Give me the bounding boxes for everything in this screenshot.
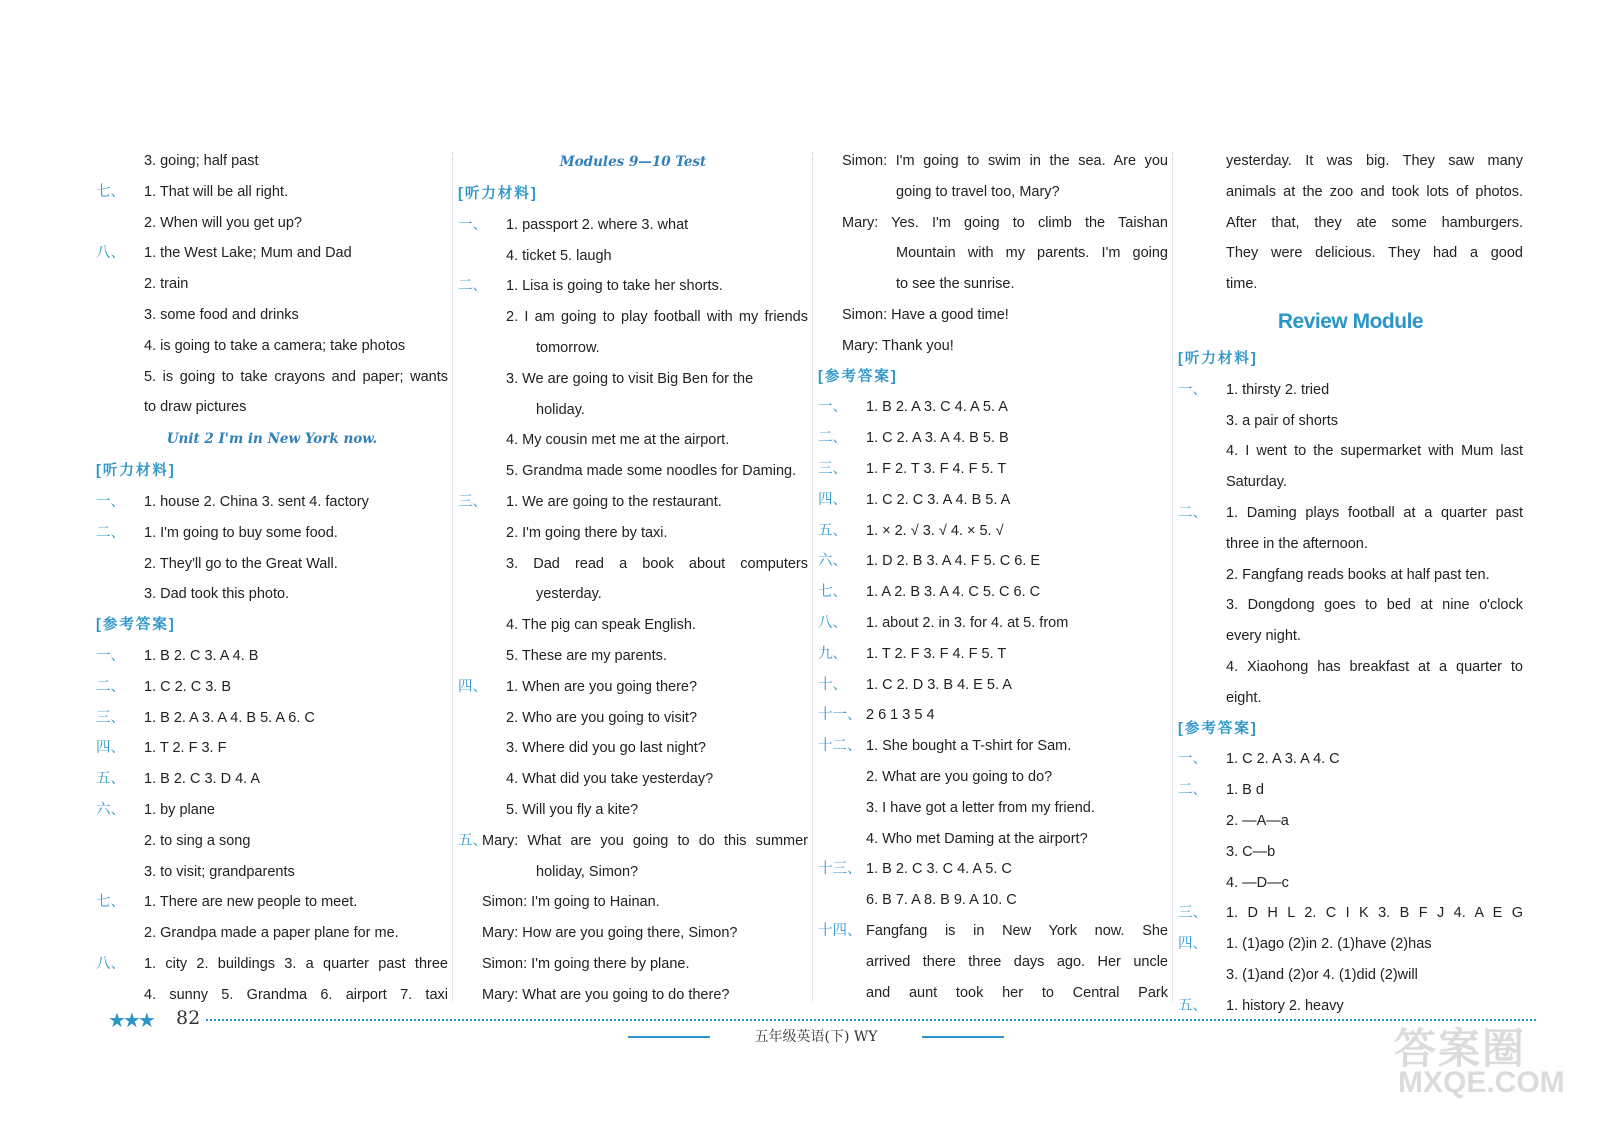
line-text: 3. C—b [1226,843,1276,860]
answer-line [818,700,1168,731]
answer-line [458,579,808,610]
line-text: arrived there three days ago. Her uncle [866,953,1168,970]
answer-line [818,854,1168,885]
line-text: 1. F 2. T 3. F 4. F 5. T [866,460,1007,477]
question-number: 十一、 [818,707,862,724]
line-text: Mountain with my parents. I'm going [896,245,1168,262]
question-number: 三、 [458,493,487,510]
answer-line [818,731,1168,762]
question-number: 一、 [96,493,125,510]
line-text: 1. D H L 2. C I K 3. B F J 4. A E G [1226,905,1523,922]
answer-line [458,764,808,795]
answer-line [458,641,808,672]
question-number: 十二、 [818,738,862,755]
answer-line [96,518,448,549]
line-text: 4. is going to take a camera; take photos [144,337,406,354]
line-text: 1. by plane [144,801,215,818]
answer-line [96,703,448,734]
column-divider [812,152,813,1002]
line-text: 1. × 2. √ 3. √ 4. × 5. √ [866,522,1004,539]
question-number: 五、 [818,522,847,539]
section-label [96,610,448,641]
line-text: 1. B 2. C 3. C 4. A 5. C [866,861,1012,878]
answer-line [1178,208,1523,239]
answer-line [1178,560,1523,591]
answer-line [1178,960,1523,991]
line-text: Mary: How are you going there, Simon? [482,925,738,942]
line-text: 2 6 1 3 5 4 [866,707,935,724]
answer-line [1178,837,1523,868]
line-text: 1. B 2. C 3. A 4. B [144,647,259,664]
answer-column-1 [96,146,448,1011]
answer-line [818,269,1168,300]
answer-column-4 [1178,146,1523,1022]
answer-line [818,577,1168,608]
question-number: 五、 [1178,997,1207,1014]
answer-line [1178,929,1523,960]
line-text: 2. When will you get up? [144,214,302,231]
line-text: every night. [1226,628,1301,645]
line-text: 1. about 2. in 3. for 4. at 5. from [866,614,1069,631]
answer-line [818,793,1168,824]
section-label [1178,714,1523,745]
line-text: 2. They'll go to the Great Wall. [144,555,338,572]
line-text: [参考答案] [1178,720,1258,737]
answer-line [458,425,808,456]
line-text: 2. to sing a song [144,832,251,849]
answer-line [96,733,448,764]
answer-line [96,887,448,918]
line-text: 2. Grandpa made a paper plane for me. [144,925,399,942]
answer-line [458,918,808,949]
answer-line [1178,529,1523,560]
line-text: 2. —A—a [1226,812,1289,829]
line-text: They were delicious. They had a good [1226,245,1523,262]
line-text: 1. thirsty 2. tried [1226,381,1330,398]
answer-line [96,362,448,393]
line-text: holiday, Simon? [536,863,639,880]
section-heading [96,423,448,456]
line-text: 1. passport 2. where 3. what [506,216,689,233]
question-number: 一、 [1178,751,1207,768]
answer-line [818,824,1168,855]
line-text: 5. Grandma made some noodles for Daming. [506,463,797,480]
answer-line [458,795,808,826]
column-divider [452,152,453,1002]
line-text: 1. Lisa is going to take her shorts. [506,278,723,295]
line-text: 4. My cousin met me at the airport. [506,432,730,449]
line-text: 1. C 2. C 3. B [144,678,232,695]
book-title: 五年级英语(下) WY [754,1029,878,1045]
question-number: 八、 [96,955,125,972]
answer-line [1178,498,1523,529]
question-number: 七、 [818,584,847,601]
answer-line [458,857,808,888]
answer-line [818,546,1168,577]
answer-line [1178,621,1523,652]
question-number: 三、 [1178,905,1207,922]
line-text: 1. We are going to the restaurant. [506,493,722,510]
line-text: 5. Will you fly a kite? [506,801,639,818]
line-text: 4. —D—c [1226,874,1289,891]
question-number: 七、 [96,183,125,200]
question-number: 四、 [458,678,487,695]
page-footer [0,1004,1600,1044]
line-text: 3. Dad read a book about computers [506,555,808,572]
answer-line [96,392,448,423]
answer-line [458,395,808,426]
line-text: Simon: I'm going to Hainan. [482,894,660,911]
line-text: [参考答案] [96,617,176,634]
star-rating-icon: ★★★ [108,1010,153,1032]
question-number: 五、 [96,771,125,788]
line-text: 2. Fangfang reads books at half past ten. [1226,566,1490,583]
answer-line [818,516,1168,547]
answer-line [818,300,1168,331]
line-text: Mary: What are you going to do there? [482,986,730,1003]
line-text: 4. The pig can speak English. [506,617,696,634]
line-text: 4. What did you take yesterday? [506,771,714,788]
line-text: 6. B 7. A 8. B 9. A 10. C [866,892,1017,909]
answer-line [96,177,448,208]
footer-dotted-rule [206,1019,1536,1021]
line-text: to draw pictures [144,399,247,416]
line-text: 1. B d [1226,782,1264,799]
answer-line [1178,898,1523,929]
answer-line [96,672,448,703]
answer-line [1178,775,1523,806]
answer-line [96,331,448,362]
column-divider [1172,152,1173,1002]
question-number: 一、 [1178,381,1207,398]
answer-line [458,271,808,302]
answer-line [458,887,808,918]
line-text: holiday. [536,401,585,418]
question-number: 二、 [458,278,487,295]
line-text: 1. T 2. F 3. F [144,740,227,757]
answer-line [458,518,808,549]
answer-line [818,947,1168,978]
line-text: 1. C 2. C 3. A 4. B 5. A [866,491,1011,508]
question-number: 十三、 [818,861,862,878]
page-number: 82 [176,1007,201,1029]
section-label [1178,344,1523,375]
answer-line [458,302,808,333]
answer-column-3 [818,146,1168,1008]
line-text: tomorrow. [536,339,600,356]
line-text: 5. These are my parents. [506,647,667,664]
line-text: Mary: What are you going to do this summer [482,832,808,849]
answer-line [1178,652,1523,683]
answer-line [1178,269,1523,300]
question-number: 八、 [96,245,125,262]
answer-line [458,703,808,734]
line-text: 3. (1)and (2)or 4. (1)did (2)will [1226,966,1418,983]
answer-line [1178,406,1523,437]
answer-line [458,333,808,364]
answer-line [818,916,1168,947]
line-text: Unit 2 I'm in New York now. [166,431,378,448]
answer-line [458,364,808,395]
question-number: 一、 [96,647,125,664]
answer-line [96,487,448,518]
line-text: 3. We are going to visit Big Ben for the [506,370,754,387]
question-number: 一、 [818,399,847,416]
line-text: 2. train [144,276,189,293]
line-text: [听力材料] [1178,350,1258,367]
answer-line [1178,436,1523,467]
line-text: 1. B 2. A 3. A 4. B 5. A 6. C [144,709,315,726]
answer-line [818,639,1168,670]
answer-line [458,826,808,857]
answer-line [1178,744,1523,775]
watermark-text-cn: 答案圈 [1394,1025,1527,1072]
line-text: 4. Who met Daming at the airport? [866,830,1088,847]
question-number: 二、 [96,678,125,695]
answer-line [96,826,448,857]
line-text: Simon: I'm going there by plane. [482,955,690,972]
answer-line [818,331,1168,362]
line-text: Saturday. [1226,474,1287,491]
line-text: 1. house 2. China 3. sent 4. factory [144,493,369,510]
answer-line [96,641,448,672]
line-text: 3. going; half past [144,153,259,169]
line-text: 1. Daming plays football at a quarter past [1226,504,1523,521]
answer-line [458,949,808,980]
line-text: 1. T 2. F 3. F 4. F 5. T [866,645,1007,662]
line-text: 1. C 2. A 3. A 4. B 5. B [866,430,1009,447]
question-number: 六、 [818,553,847,570]
line-text: 3. a pair of shorts [1226,412,1339,429]
line-text: 1. I'm going to buy some food. [144,524,338,541]
question-number: 十四、 [818,922,862,939]
question-number: 三、 [818,460,847,477]
line-text: [听力材料] [458,186,538,202]
line-text: Simon: I'm going to swim in the sea. Are you [842,153,1168,169]
line-text: 1. history 2. heavy [1226,997,1344,1014]
answer-line [818,208,1168,239]
line-text: After that, they ate some hamburgers. [1226,214,1523,231]
answer-line [1178,467,1523,498]
footer-rule-right [922,1036,1004,1038]
line-text: 2. I am going to play football with my friends [506,309,808,326]
answer-line [1178,146,1523,177]
answer-line [1178,375,1523,406]
line-text: 1. There are new people to meet. [144,894,358,911]
answer-line [96,764,448,795]
answer-line [818,392,1168,423]
line-text: Modules 9—10 Test [559,154,707,170]
answer-line [96,549,448,580]
line-text: Review Module [1277,309,1424,333]
answer-line [458,549,808,580]
line-text: Mary: Thank you! [842,337,954,354]
line-text: to see the sunrise. [896,276,1015,293]
line-text: [听力材料] [96,463,176,480]
answer-line [458,487,808,518]
question-number: 二、 [818,430,847,447]
line-text: going to travel too, Mary? [896,183,1060,200]
answer-line [96,579,448,610]
watermark-text-en: MXQE.COM [1398,1066,1565,1099]
line-text: yesterday. [536,586,602,603]
answer-line [1178,177,1523,208]
question-number: 六、 [96,801,125,818]
line-text: 1. B 2. C 3. D 4. A [144,771,261,788]
line-text: [参考答案] [818,368,898,385]
line-text: Simon: Have a good time! [842,306,1009,323]
answer-line [458,456,808,487]
line-text: 5. is going to take crayons and paper; wants [144,368,448,385]
line-text: 1. city 2. buildings 3. a quarter past three [144,955,448,972]
question-number: 四、 [1178,936,1207,953]
line-text: 1. C 2. D 3. B 4. E 5. A [866,676,1012,693]
answer-line [458,610,808,641]
line-text: yesterday. It was big. They saw many [1226,153,1523,169]
line-text: 4. ticket 5. laugh [506,247,612,264]
line-text: 4. I went to the supermarket with Mum last [1226,443,1523,460]
line-text: 1. D 2. B 3. A 4. F 5. C 6. E [866,553,1041,570]
line-text: three in the afternoon. [1226,535,1368,552]
answer-line [1178,683,1523,714]
answer-line [96,146,448,177]
line-text: 2. Who are you going to visit? [506,709,698,726]
line-text: 3. Where did you go last night? [506,740,706,757]
answer-line [818,762,1168,793]
answer-line [458,241,808,272]
line-text: 1. A 2. B 3. A 4. C 5. C 6. C [866,584,1041,601]
answer-line [1178,868,1523,899]
section-label [458,179,808,210]
question-number: 二、 [1178,504,1207,521]
answer-line [96,795,448,826]
answer-line [1178,590,1523,621]
answer-line [96,238,448,269]
section-label [818,362,1168,393]
footer-rule-left [628,1036,710,1038]
line-text: 1. That will be all right. [144,183,288,200]
answer-line [96,269,448,300]
watermark-logo [1394,1016,1564,1106]
line-text: 1. B 2. A 3. C 4. A 5. A [866,399,1008,416]
answer-line [96,300,448,331]
question-number: 二、 [96,524,125,541]
answer-line [818,423,1168,454]
line-text: animals at the zoo and took lots of photos. [1226,183,1523,200]
line-text: 2. I'm going there by taxi. [506,524,668,541]
answer-line [458,210,808,241]
section-label [96,456,448,487]
answer-line [458,733,808,764]
question-number: 九、 [818,645,847,662]
question-number: 五、 [458,832,487,849]
answer-line [818,177,1168,208]
answer-line [96,857,448,888]
answer-line [458,672,808,703]
line-text: 3. some food and drinks [144,306,299,323]
answer-line [818,670,1168,701]
question-number: 七、 [96,894,125,911]
line-text: 3. I have got a letter from my friend. [866,799,1095,816]
section-heading [458,146,808,179]
line-text: Mary: Yes. I'm going to climb the Taishan [842,214,1168,231]
line-text: 3. to visit; grandparents [144,863,295,880]
question-number: 八、 [818,614,847,631]
line-text: 1. C 2. A 3. A 4. C [1226,751,1340,768]
answer-line [1178,806,1523,837]
question-number: 四、 [96,740,125,757]
answer-line [818,608,1168,639]
answer-line [1178,238,1523,269]
answer-line [818,146,1168,177]
answer-column-2 [458,146,808,1011]
line-text: and aunt took her to Central Park [866,984,1168,1001]
line-text: 4. sunny 5. Grandma 6. airport 7. taxi [144,986,448,1003]
answer-line [818,238,1168,269]
line-text: 3. Dongdong goes to bed at nine o'clock [1226,597,1523,614]
line-text: 3. Dad took this photo. [144,586,290,603]
line-text: 2. What are you going to do? [866,768,1053,785]
answer-line [96,208,448,239]
question-number: 四、 [818,491,847,508]
line-text: 1. She bought a T-shirt for Sam. [866,738,1072,755]
line-text: Fangfang is in New York now. She [866,922,1168,939]
module-heading [1178,300,1523,344]
line-text: 1. When are you going there? [506,678,698,695]
line-text: eight. [1226,689,1262,706]
answer-line [818,485,1168,516]
question-number: 三、 [96,709,125,726]
question-number: 二、 [1178,782,1207,799]
answer-line [818,454,1168,485]
question-number: 十、 [818,676,847,693]
line-text: time. [1226,276,1258,293]
line-text: 1. the West Lake; Mum and Dad [144,245,352,262]
answer-line [96,949,448,980]
question-number: 一、 [458,216,487,233]
answer-line [818,885,1168,916]
answer-line [96,918,448,949]
line-text: 4. Xiaohong has breakfast at a quarter to [1226,658,1523,675]
line-text: 1. (1)ago (2)in 2. (1)have (2)has [1226,936,1432,953]
